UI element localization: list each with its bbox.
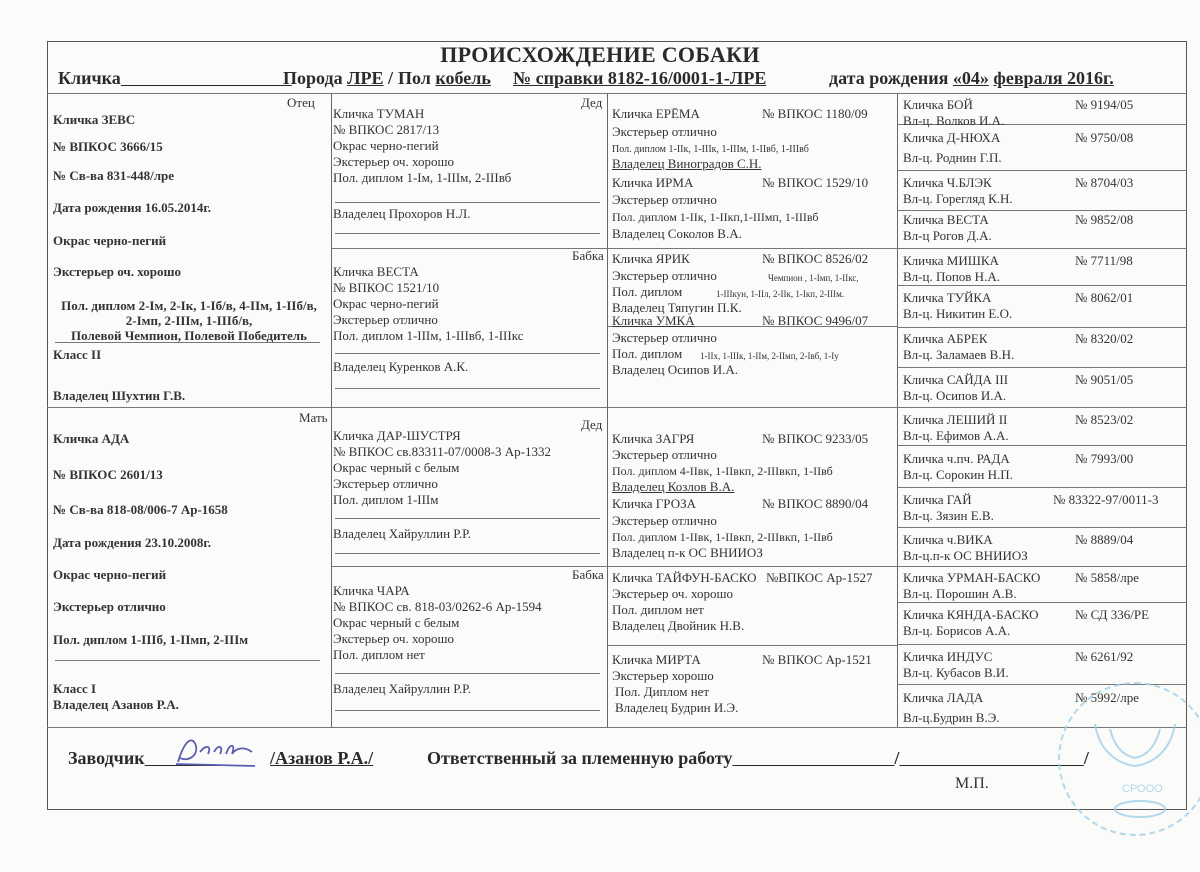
mother-owner: Владелец Азанов Р.А. [53, 697, 179, 712]
grandparent-name: Кличка ДАР-ШУСТРЯ [333, 428, 461, 443]
ancestor-name: Кличка ЛЕШИЙ II [903, 412, 1008, 427]
grandparent-exterior: Экстерьер оч. хорошо [333, 154, 454, 169]
divider [897, 566, 1187, 567]
grandparent-exterior: Экстерьер отлично [333, 476, 438, 491]
ancestor-diploma-label: Пол. диплом [612, 346, 683, 361]
ancestor-exterior: Экстерьер отлично [612, 513, 717, 528]
ancestor-titles: Чемпион , 1-Iмп, 1-IIкс, [768, 273, 859, 283]
ancestor-owner: Вл-ц Рогов Д.А. [903, 228, 992, 243]
grandparent-exterior: Экстерьер оч. хорошо [333, 631, 454, 646]
ancestor-exterior: Экстерьер отлично [612, 192, 717, 207]
ancestor-owner: Владелец Будрин И.Э. [615, 700, 739, 715]
ancestor-reg: №ВПКОС Ар-1527 [766, 570, 873, 585]
grandparent-diploma: Пол. диплом 1-Iм, 1-IIIм, 2-IIIвб [333, 170, 512, 185]
ancestor-name: Кличка ИНДУС [903, 649, 993, 664]
ancestor-name: Кличка ЛАДА [903, 690, 984, 705]
ancestor-reg: № 8523/02 [1075, 412, 1134, 427]
divider [607, 645, 897, 646]
header-certificate: № справки 8182-16/0001-1-ЛРЕ [513, 68, 767, 88]
divider [331, 248, 607, 249]
ancestor-diploma: Пол. диплом 1-IIк, 1-IIIк, 1-IIIм, 1-IIвб, 1-IIIвб [612, 144, 809, 155]
grandparent-owner: Владелец Куренков А.К. [333, 359, 469, 374]
ancestor-name: Кличка ЗАГРЯ [612, 431, 695, 446]
ancestor-name: Кличка ГРОЗА [612, 496, 696, 511]
mother-class: Класс I [53, 681, 97, 696]
ancestor-owner: Вл-ц. Борисов А.А. [903, 623, 1011, 638]
divider [897, 93, 898, 727]
ancestor-diploma: Пол. диплом 1-IIвк, 1-IIвкп, 2-IIIвкп, 1-IIвб [612, 530, 833, 544]
ancestor-owner: Вл-ц. Порошин А.В. [903, 586, 1017, 601]
organization-stamp [1058, 682, 1200, 836]
father-owner: Владелец Шухтин Г.В. [53, 388, 186, 403]
ancestor-name: Кличка ч.пч. РАДА [903, 451, 1010, 466]
ancestor-owner: Вл-ц. Заламаев В.Н. [903, 347, 1015, 362]
ancestor-name: Кличка ТАЙФУН-БАСКО [612, 570, 757, 585]
divider [897, 487, 1187, 488]
ancestor-owner: Вл-ц. Осипов И.А. [903, 388, 1007, 403]
breeder-signature [170, 732, 260, 772]
ancestor-reg: № 8889/04 [1075, 532, 1134, 547]
divider [897, 602, 1187, 603]
ancestor-reg: № ВПКОС 9233/05 [762, 431, 869, 446]
ancestor-exterior: Экстерьер оч. хорошо [612, 586, 733, 601]
ancestor-owner: Владелец Виноградов С.Н. [612, 156, 762, 171]
ancestor-diploma: 1-IIх, 1-IIIк, 1-IIм, 2-IIмп, 2-Iвб, 1-Iу [700, 351, 839, 361]
ancestor-reg: № 5858/лре [1075, 570, 1140, 585]
ancestor-name: Кличка ГАЙ [903, 492, 972, 507]
ancestor-exterior: Экстерьер отлично [612, 268, 717, 283]
ancestor-name: Кличка АБРЕК [903, 331, 988, 346]
divider [897, 285, 1187, 286]
mother-name: Кличка АДА [53, 431, 130, 446]
ancestor-exterior: Экстерьер отлично [612, 330, 717, 345]
divider [335, 673, 600, 674]
divider [897, 170, 1187, 171]
mother-dob: Дата рождения 23.10.2008г. [53, 535, 212, 550]
grandparent-diploma: Пол. диплом 1-IIIм [333, 492, 439, 507]
father-reg: № ВПКОС 3666/15 [53, 139, 163, 154]
divider [335, 710, 600, 711]
divider [897, 367, 1187, 368]
ancestor-name: Кличка ТУЙКА [903, 290, 992, 305]
ancestor-name: Кличка ВЕСТА [903, 212, 989, 227]
father-class: Класс II [53, 347, 102, 362]
ancestor-diploma: 1-IIIкун, 1-IIл, 2-IIк, 1-Iкп, 2-IIIм. [716, 289, 845, 299]
ancestor-reg: № 9852/08 [1075, 212, 1134, 227]
ancestor-name: Кличка БОЙ [903, 97, 973, 112]
svg-text:СРООО: СРООО [1122, 783, 1163, 795]
ancestor-reg: № 9750/08 [1075, 130, 1134, 145]
grandparent-reg: № ВПКОС св.83311-07/0008-3 Ар-1332 [333, 444, 551, 459]
divider [607, 93, 608, 727]
label-grandfather: Дед [581, 417, 603, 432]
breeder-name: /Азанов Р.А./ [270, 748, 374, 768]
father-diploma: 2-Iмп, 2-IIIм, 1-IIIб/в, [125, 313, 253, 328]
father-color: Окрас черно-пегий [53, 233, 167, 248]
ancestor-reg: № 5992/лре [1075, 690, 1140, 705]
label-mother: Мать [299, 410, 328, 425]
grandparent-reg: № ВПКОС 1521/10 [333, 280, 440, 295]
header-breed: Порода ЛРЕ / [283, 68, 394, 88]
divider [335, 233, 600, 234]
ancestor-owner: Вл-ц. Волков И.А. [903, 113, 1005, 128]
divider [607, 248, 897, 249]
mother-color: Окрас черно-пегий [53, 567, 167, 582]
divider [897, 527, 1187, 528]
ancestor-name: Кличка ч.ВИКА [903, 532, 993, 547]
ancestor-reg: № ВПКОС Ар-1521 [762, 652, 872, 667]
label-grandfather: Дед [581, 95, 603, 110]
ancestor-reg: № ВПКОС 8890/04 [762, 496, 869, 511]
ancestor-owner: Вл-ц. Горегляд К.Н. [903, 191, 1013, 206]
ancestor-name: Кличка КЯНДА-БАСКО [903, 607, 1039, 622]
ancestor-name: Кличка МИШКА [903, 253, 999, 268]
divider [55, 660, 320, 661]
ancestor-owner: Владелец Соколов В.А. [612, 226, 742, 241]
ancestor-reg: № ВПКОС 8526/02 [762, 251, 869, 266]
divider [335, 518, 600, 519]
ancestor-name: Кличка МИРТА [612, 652, 701, 667]
ancestor-diploma: Пол. Диплом нет [615, 684, 710, 699]
mother-cert: № Св-ва 818-08/006-7 Ар-1658 [53, 502, 228, 517]
grandparent-diploma: Пол. диплом нет [333, 647, 425, 662]
ancestor-reg: № 9051/05 [1075, 372, 1134, 387]
ancestor-reg: № 8062/01 [1075, 290, 1134, 305]
ancestor-reg: № 8320/02 [1075, 331, 1134, 346]
divider [47, 407, 897, 408]
divider [607, 566, 897, 567]
ancestor-diploma: Пол. диплом нет [612, 602, 704, 617]
divider [897, 407, 1187, 408]
divider [335, 553, 600, 554]
ancestor-owner: Вл-ц. Попов Н.А. [903, 269, 1000, 284]
ancestor-exterior: Экстерьер отлично [612, 447, 717, 462]
father-titles: Полевой Чемпион, Полевой Победитель [71, 328, 307, 343]
divider [897, 644, 1187, 645]
mother-exterior: Экстерьер отлично [53, 599, 166, 614]
grandparent-name: Кличка ВЕСТА [333, 264, 419, 279]
ancestor-reg: № 7993/00 [1075, 451, 1134, 466]
father-diploma: Пол. диплом 2-Iм, 2-Iк, 1-Iб/в, 4-IIм, 1-IIб/в, [61, 298, 317, 313]
grandparent-reg: № ВПКОС св. 818-03/0262-6 Ар-1594 [333, 599, 542, 614]
divider [897, 445, 1187, 446]
ancestor-owner: Вл-ц. Никитин Е.О. [903, 306, 1013, 321]
ancestor-owner: Вл-ц. Зязин Е.В. [903, 508, 994, 523]
father-exterior: Экстерьер оч. хорошо [53, 264, 181, 279]
grandparent-owner: Владелец Хайруллин Р.Р. [333, 526, 471, 541]
responsible-label: Ответственный за племенную работу / / [427, 748, 1089, 768]
grandparent-color: Окрас черный с белым [333, 460, 460, 475]
ancestor-owner: Вл-ц. Ефимов А.А. [903, 428, 1009, 443]
father-dob: Дата рождения 16.05.2014г. [53, 200, 212, 215]
ancestor-reg: № ВПКОС 1529/10 [762, 175, 869, 190]
ancestor-owner: Владелец Осипов И.А. [612, 362, 739, 377]
ancestor-exterior: Экстерьер отлично [612, 124, 717, 139]
grandparent-name: Кличка ТУМАН [333, 106, 425, 121]
ancestor-diploma: Пол. диплом 1-IIк, 1-IIкп,1-IIIмп, 1-IIIвб [612, 210, 819, 224]
grandparent-exterior: Экстерьер отлично [333, 312, 438, 327]
father-cert: № Св-ва 831-448/лре [53, 168, 175, 183]
ancestor-name: Кличка ЕРЁМА [612, 106, 700, 121]
seal-label: М.П. [955, 775, 989, 792]
document-title: ПРОИСХОЖДЕНИЕ СОБАКИ [440, 42, 760, 67]
ancestor-reg: № ВПКОС 1180/09 [762, 106, 868, 121]
grandparent-owner: Владелец Прохоров Н.Л. [333, 206, 471, 221]
ancestor-reg: № 7711/98 [1075, 253, 1133, 268]
ancestor-diploma-label: Пол. диплом [612, 284, 683, 299]
ancestor-name: Кличка САЙДА III [903, 372, 1009, 387]
ancestor-name: Кличка УМКА [612, 313, 695, 328]
divider [331, 93, 332, 727]
ancestor-reg: № СД 336/РЕ [1075, 607, 1150, 622]
divider [335, 388, 600, 389]
grandparent-diploma: Пол. диплом 1-IIIм, 1-IIIвб, 1-IIIкс [333, 328, 524, 343]
ancestor-owner: Владелец Тяпугин П.К. [612, 300, 742, 315]
ancestor-exterior: Экстерьер хорошо [612, 668, 714, 683]
ancestor-reg: № 8704/03 [1075, 175, 1134, 190]
ancestor-owner: Владелец п-к ОС ВНИИОЗ [612, 545, 763, 560]
ancestor-owner: Вл-ц.п-к ОС ВНИИОЗ [903, 548, 1028, 563]
ancestor-reg: № 6261/92 [1075, 649, 1134, 664]
header-sex: Пол кобель [398, 68, 491, 88]
label-grandmother: Бабка [572, 248, 604, 263]
ancestor-name: Кличка ЯРИК [612, 251, 690, 266]
divider [335, 353, 600, 354]
father-name: Кличка ЗЕВС [53, 112, 136, 127]
grandparent-color: Окрас черный с белым [333, 615, 460, 630]
ancestor-reg: № 9194/05 [1075, 97, 1134, 112]
ancestor-owner: Вл-ц.Будрин В.Э. [903, 710, 1000, 725]
grandparent-color: Окрас черно-пегий [333, 138, 439, 153]
ancestor-name: Кличка ИРМА [612, 175, 694, 190]
ancestor-owner: Владелец Козлов В.А. [612, 479, 735, 494]
header-birth-date: дата рождения «04» февраля 2016г. [829, 68, 1114, 88]
divider [47, 93, 1187, 94]
ancestor-owner: Владелец Двойник Н.В. [612, 618, 745, 633]
divider [897, 327, 1187, 328]
ancestor-name: Кличка Д-НЮХА [903, 130, 1001, 145]
breeder-label: Заводчик [68, 748, 145, 768]
ancestor-reg: № 83322-97/0011-3 [1053, 492, 1159, 507]
divider [335, 202, 600, 203]
grandparent-name: Кличка ЧАРА [333, 583, 410, 598]
grandparent-reg: № ВПКОС 2817/13 [333, 122, 440, 137]
header-name-label: Кличка [58, 68, 121, 88]
ancestor-name: Кличка Ч.БЛЭК [903, 175, 992, 190]
grandparent-owner: Владелец Хайруллин Р.Р. [333, 681, 471, 696]
ancestor-reg: № ВПКОС 9496/07 [762, 313, 869, 328]
ancestor-owner: Вл-ц. Роднин Г.П. [903, 150, 1002, 165]
label-grandmother: Бабка [572, 567, 604, 582]
divider [331, 566, 607, 567]
ancestor-name: Кличка УРМАН-БАСКО [903, 570, 1041, 585]
ancestor-owner: Вл-ц. Сорокин Н.П. [903, 467, 1013, 482]
grandparent-color: Окрас черно-пегий [333, 296, 439, 311]
ancestor-diploma: Пол. диплом 4-IIвк, 1-IIвкп, 2-IIIвкп, 1-IIвб [612, 464, 833, 478]
mother-reg: № ВПКОС 2601/13 [53, 467, 163, 482]
divider [897, 210, 1187, 211]
label-father: Отец [287, 95, 315, 110]
divider [47, 727, 1187, 728]
divider [897, 248, 1187, 249]
mother-diploma: Пол. диплом 1-IIIб, 1-IIмп, 2-IIIм [53, 632, 249, 647]
ancestor-owner: Вл-ц. Кубасов В.И. [903, 665, 1009, 680]
